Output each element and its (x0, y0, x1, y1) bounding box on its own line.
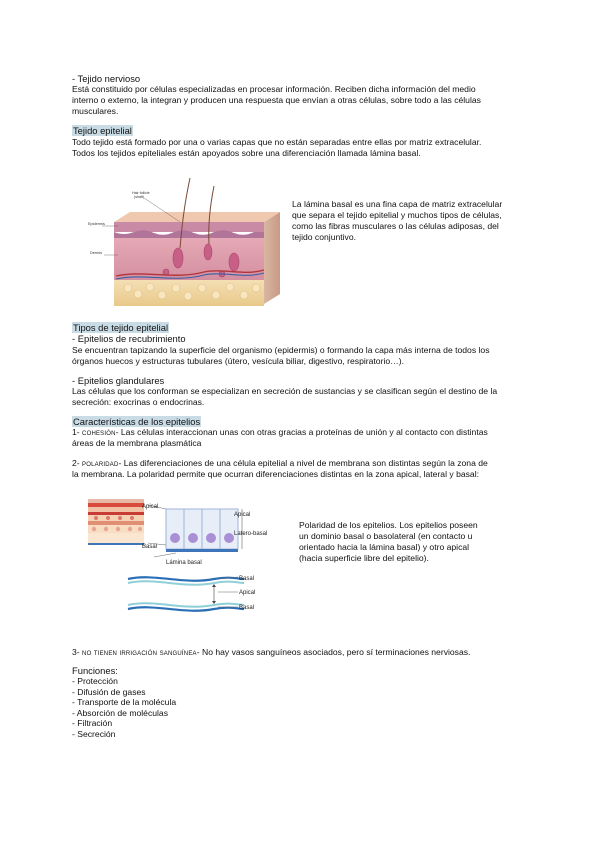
basal-label-b: Basal (239, 605, 255, 611)
list-item: - Filtración (72, 718, 113, 729)
tipos-heading-text: Tipos de tejido epitelial (73, 322, 169, 333)
recubrimiento-line: órganos huecos y estructuras tubulares (útero, vesícula biliar, digestivo, respiratorio…). (72, 356, 404, 366)
figure2-caption-line: (hacia superficie libre del epitelio). (299, 553, 429, 563)
polaridad-line (72, 458, 488, 470)
apical-label-b: Apical (239, 590, 256, 596)
irrigacion-line (72, 647, 470, 659)
epitelial-line: Todo tejido está formado por una o varias capas que no están separadas entre ellas por matriz extracelular. (72, 137, 482, 147)
nervioso-line: Está constituido por células especializadas en procesar información. Reciben dicha información del medio (72, 84, 476, 94)
funciones-list (72, 676, 176, 740)
polaridad-text: - Las diferenciaciones de una célula epitelial a nivel de membrana son distintas según la zona de (118, 458, 488, 468)
cohesion-term: cohesión (82, 428, 116, 437)
tipos-heading (72, 322, 169, 333)
figure2-caption-line: Polaridad de los epitelios. Los epitelios poseen (299, 520, 478, 530)
apical-label-right: Apical (234, 512, 251, 518)
lamina-basal-label: Lámina basal (166, 560, 202, 566)
dermis-label: Dermis (90, 251, 103, 255)
figure1-caption-line: que separa el tejido epitelial y muchos tipos de células, (292, 210, 502, 220)
list-item: - Protección (72, 676, 118, 686)
basal-label: Basal (142, 544, 158, 550)
funciones-title: Funciones: (72, 665, 118, 676)
follicle-label-2: (shaft) (134, 195, 145, 199)
recubrimiento-title: - Epitelios de recubrimiento (72, 333, 186, 344)
irrigacion-term: no tienen irrigación sanguínea (82, 648, 197, 657)
nervioso-line: musculares. (72, 106, 119, 116)
follicle-label: Hair follicle (132, 191, 150, 195)
irrigacion-text: - No hay vasos sanguíneos asociados, pero sí terminaciones nerviosas. (196, 647, 471, 657)
glandulares-title: - Epitelios glandulares (72, 375, 165, 386)
polaridad-term: polaridad (82, 459, 119, 468)
list-item: - Difusión de gases (72, 686, 146, 697)
figure1-caption-line: La lámina basal es una fina capa de matriz extracelular (292, 199, 503, 209)
nervioso-heading: - Tejido nervioso (72, 73, 141, 84)
figure2-caption-line: un dominio basal o basolateral (en contacto u (299, 531, 473, 541)
polaridad-line-2: la membrana. La polaridad permite que ocurran diferenciaciones distintas en la zona apical, lateral y basal: (72, 469, 480, 479)
list-item: - Secreción (72, 728, 116, 739)
cohesion-line-2: áreas de la membrana plasmática (72, 438, 202, 448)
cohesion-text: - Las células interaccionan unas con otras gracias a proteínas de unión y al contacto con distintas (115, 427, 488, 437)
figure1-caption-line: como las fibras musculares o las células adiposas, del (292, 221, 499, 231)
epitelial-heading (72, 125, 133, 136)
basal-label-a: Basal (239, 576, 255, 582)
figure1-caption-line: tejido conjuntivo. (292, 232, 357, 242)
list-item: - Absorción de moléculas (72, 707, 169, 718)
figure2-caption-line: orientado hacia la lámina basal) y otro apical (299, 542, 470, 552)
epitelial-line: Todos los tejidos epiteliales están apoyados sobre una diferenciación llamada lámina basal. (72, 148, 421, 158)
glandulares-line: secreción: exocrinas o endocrinas. (72, 397, 205, 407)
nervioso-line: interno o externo, la integran y producen una respuesta que envían a otras células, sobre todo a las células (72, 95, 481, 105)
epidermis-label: Epidermis (88, 222, 105, 226)
list-item: - Transporte de la molécula (72, 697, 177, 708)
irrigacion-number: 3- (72, 647, 80, 657)
caracteristicas-heading (72, 416, 201, 427)
skin-illustration (84, 176, 282, 310)
glandulares-line: Las células que los conforman se especializan en secreción de sustancias y se clasifican según el destino de la (72, 386, 498, 396)
apical-label: Apical (142, 504, 159, 510)
caracteristicas-heading-text: Características de los epitelios (73, 416, 201, 427)
recubrimiento-line: Se encuentran tapizando la superficie del organismo (epidermis) o formando la capa más interna de todos los (72, 345, 490, 355)
lateral-label: Latero-basal (234, 531, 268, 537)
cohesion-line (72, 427, 488, 439)
polarity-illustration (84, 495, 274, 627)
cohesion-number: 1- (72, 427, 80, 437)
polaridad-number: 2- (72, 458, 80, 468)
epitelial-heading-text: Tejido epitelial (73, 125, 132, 136)
